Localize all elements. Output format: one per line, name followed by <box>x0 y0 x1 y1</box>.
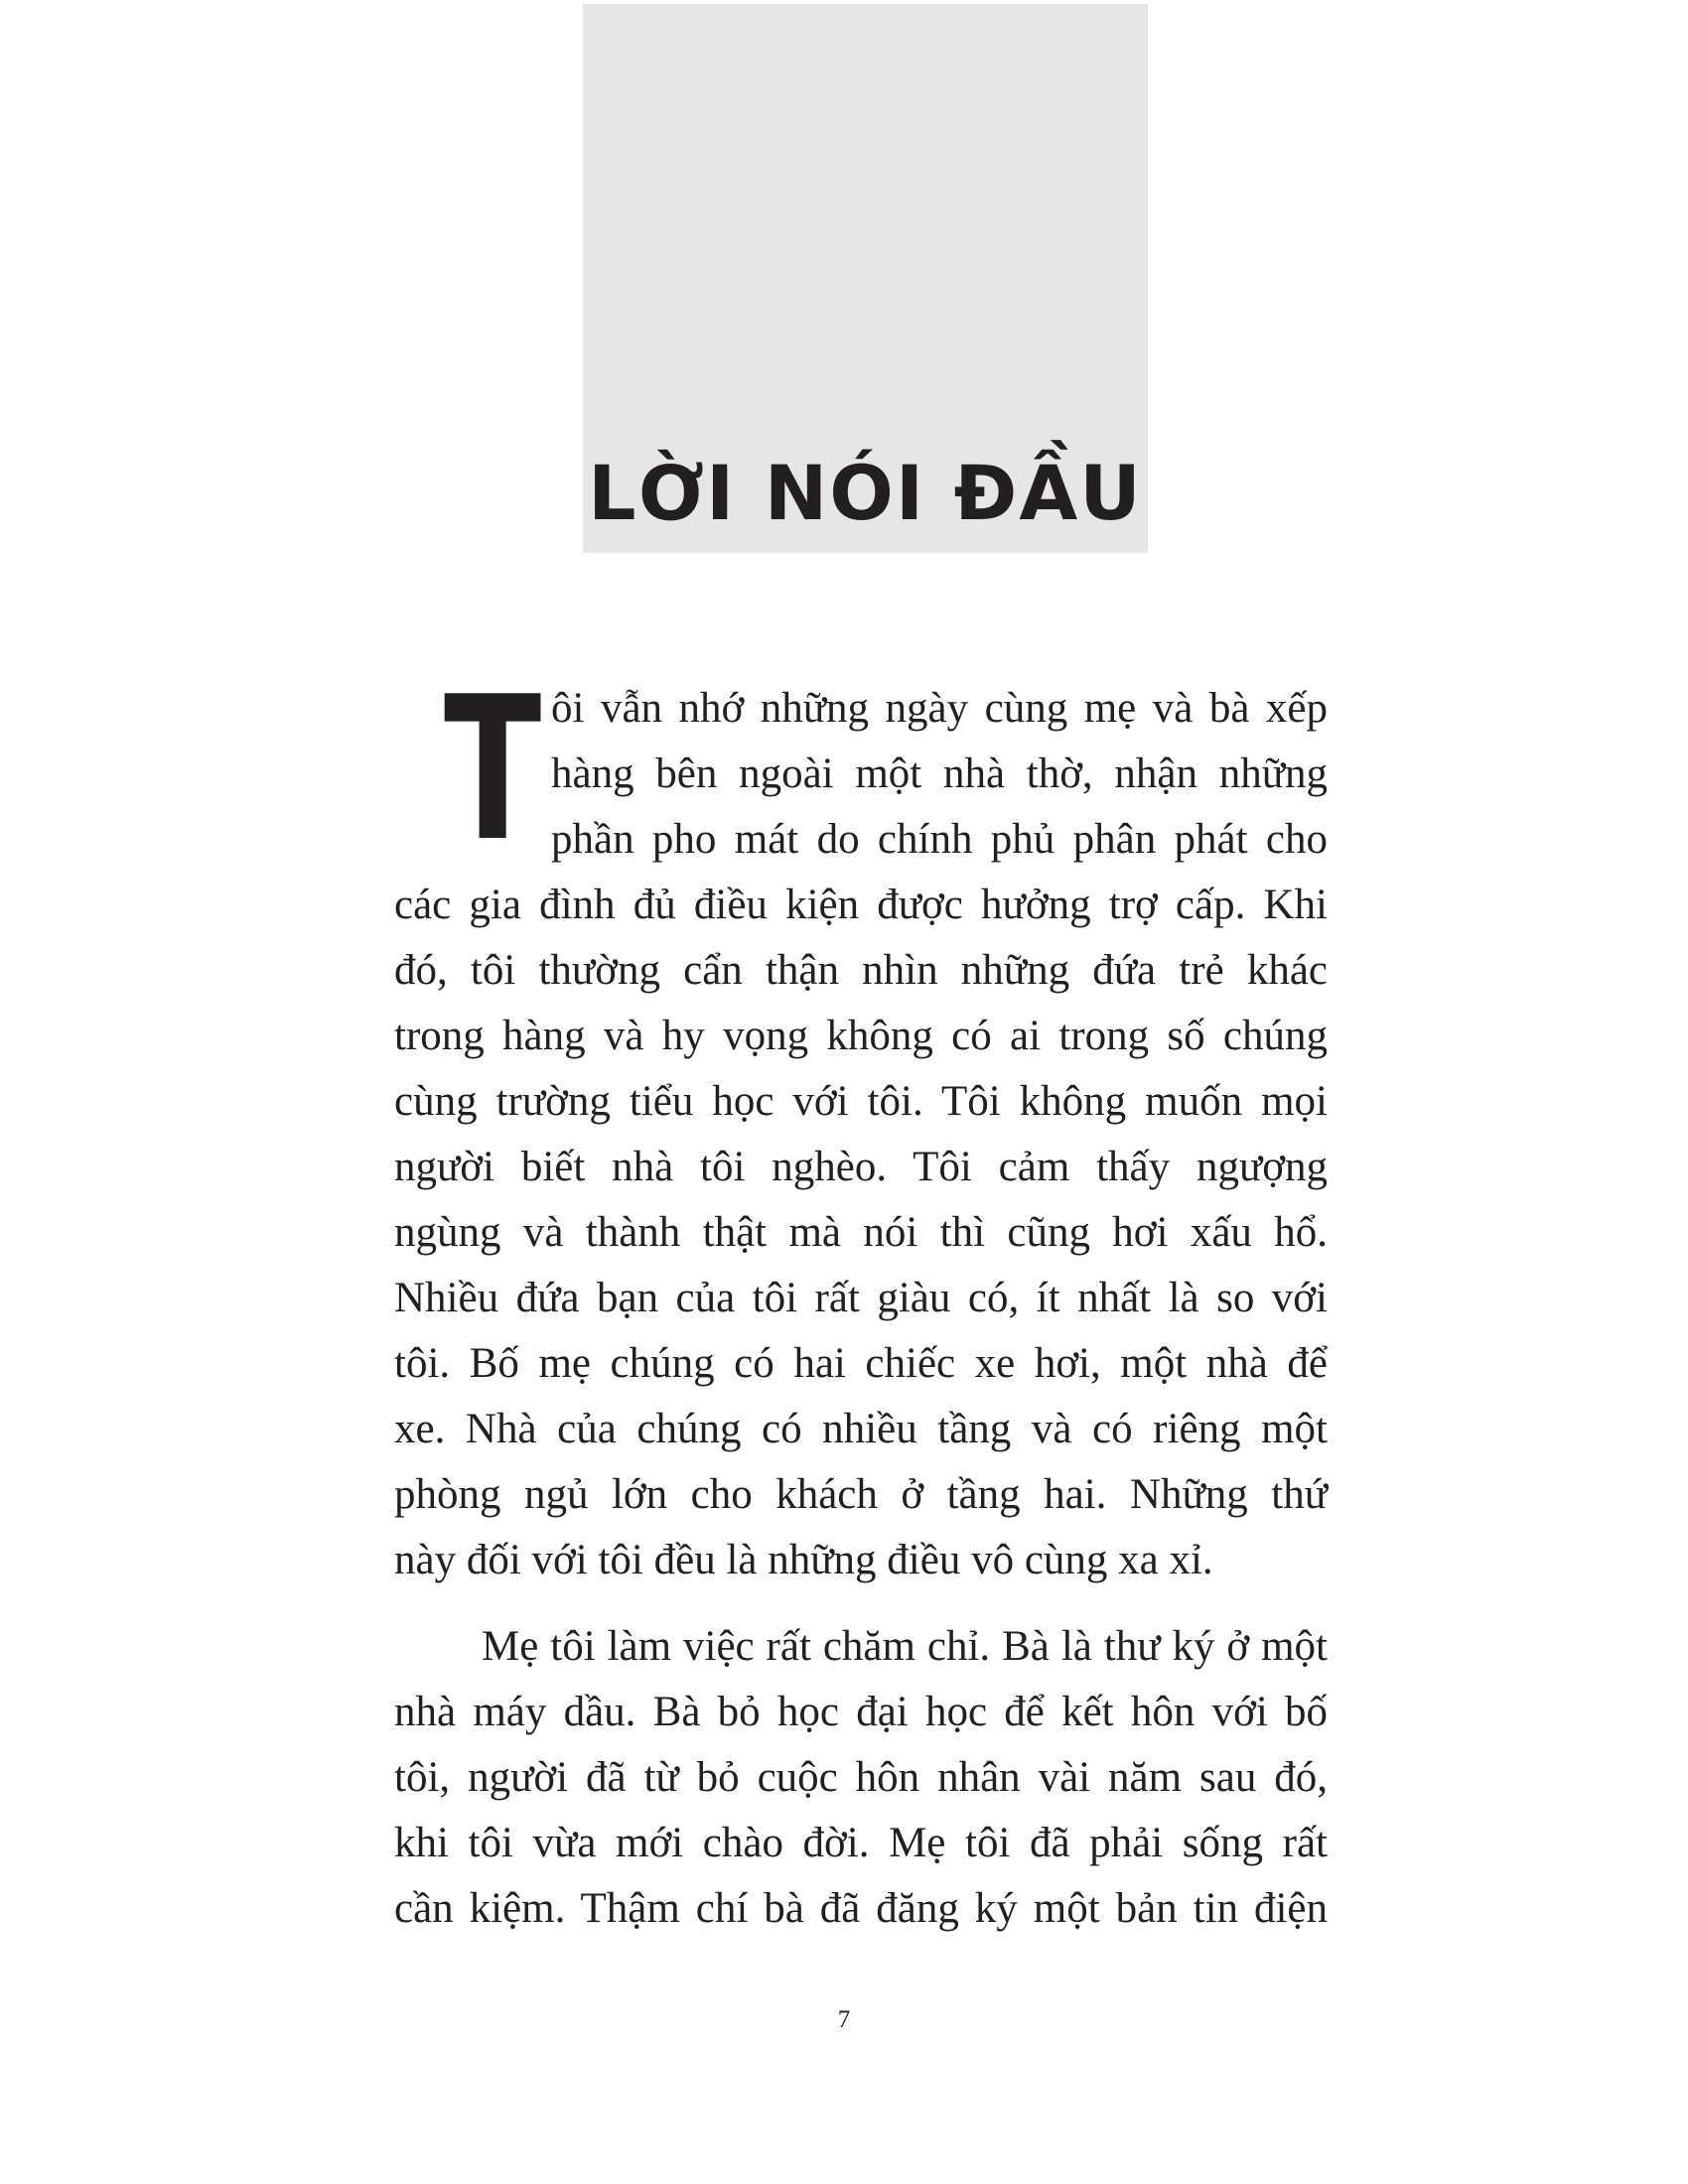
body-text <box>394 654 1328 1942</box>
paragraph-1 <box>394 654 1328 1593</box>
drop-cap: T <box>444 654 542 886</box>
text-line: cần kiệm. Thậm chí bà đã đăng ký một bản tin điện <box>394 1885 1328 1932</box>
text-line: đó, tôi thường cẩn thận nhìn những đứa trẻ khác <box>394 947 1328 994</box>
chapter-title: LỜI NÓI ĐẦU <box>588 449 1143 537</box>
page-number: 7 <box>837 2006 851 2033</box>
text-line: Nhiều đứa bạn của tôi rất giàu có, ít nhất là so với <box>394 1275 1328 1321</box>
text-line: tôi. Bố mẹ chúng có hai chiếc xe hơi, một nhà để <box>394 1340 1328 1387</box>
text-line: xe. Nhà của chúng có nhiều tầng và có riêng một <box>394 1406 1328 1452</box>
text-line: người biết nhà tôi nghèo. Tôi cảm thấy ngượng <box>394 1144 1328 1190</box>
text-line: phần pho mát do chính phủ phân phát cho <box>551 816 1328 863</box>
text-line: nhà máy dầu. Bà bỏ học đại học để kết hôn với bố <box>394 1689 1328 1735</box>
text-line: cùng trường tiểu học với tôi. Tôi không muốn mọi <box>394 1078 1328 1125</box>
text-line: Mẹ tôi làm việc rất chăm chỉ. Bà là thư ký ở một <box>482 1623 1328 1670</box>
paragraph-2 <box>394 1614 1328 1942</box>
text-line: các gia đình đủ điều kiện được hưởng trợ cấp. Khi <box>394 882 1328 928</box>
text-line: trong hàng và hy vọng không có ai trong số chúng <box>394 1013 1328 1059</box>
text-line: hàng bên ngoài một nhà thờ, nhận những <box>551 751 1328 797</box>
text-line: này đối với tôi đều là những điều vô cùng xa xỉ. <box>394 1537 1213 1583</box>
chapter-title-block <box>583 4 1148 553</box>
paragraph-spacer <box>394 1593 1328 1614</box>
text-line: ôi vẫn nhớ những ngày cùng mẹ và bà xếp <box>551 685 1328 732</box>
text-line: tôi, người đã từ bỏ cuộc hôn nhân vài năm sau đó, <box>394 1754 1328 1801</box>
text-line: ngùng và thành thật mà nói thì cũng hơi xấu hổ. <box>394 1209 1328 1256</box>
text-line: khi tôi vừa mới chào đời. Mẹ tôi đã phải sống rất <box>394 1820 1328 1866</box>
text-line: phòng ngủ lớn cho khách ở tầng hai. Những thứ <box>394 1471 1328 1518</box>
